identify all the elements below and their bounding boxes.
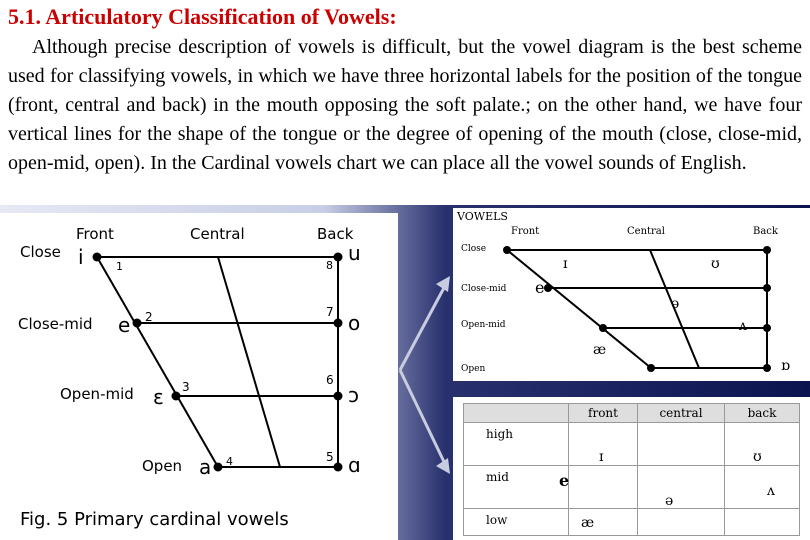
- rt-dot-7: [763, 284, 771, 292]
- vowel-open-o: ɔ: [348, 383, 359, 407]
- cell-low-front: [569, 509, 638, 536]
- row-high: [464, 423, 569, 466]
- rt-dot-4: [647, 364, 655, 372]
- arrows: [392, 270, 456, 480]
- cell-low-central: [638, 509, 725, 536]
- vowels-chart: [453, 208, 810, 381]
- rt-front-edge: [507, 250, 651, 368]
- rt-label-front: Front: [511, 226, 540, 237]
- table-symbol-U: ʊ: [753, 449, 762, 465]
- vowel-table-panel: [453, 397, 810, 540]
- rt-symbol-schwa: ə: [671, 296, 680, 312]
- label-central: Central: [190, 225, 245, 243]
- num-3: 3: [182, 380, 190, 394]
- row-mid-label: mid: [486, 470, 509, 484]
- row-low: [464, 509, 569, 536]
- col-back: back: [725, 404, 800, 423]
- dot-7: [334, 319, 343, 328]
- cardinal-trapezoid: [0, 213, 398, 540]
- table-symbol-wedge: ʌ: [767, 483, 775, 499]
- rt-symbol-I: ɪ: [563, 256, 568, 272]
- num-7: 7: [326, 305, 334, 319]
- dot-6: [334, 392, 343, 401]
- row-low-label: low: [486, 513, 508, 527]
- label-open-mid: Open-mid: [60, 385, 134, 403]
- rt-label-open: Open: [461, 364, 486, 374]
- arrow-up-line: [400, 284, 446, 370]
- rt-symbol-open-o: ɒ: [781, 358, 790, 374]
- col-front: front: [569, 404, 638, 423]
- vowel-e: e: [118, 313, 131, 337]
- vowel-table: [463, 403, 800, 536]
- figure-caption: Fig. 5 Primary cardinal vowels: [20, 509, 289, 530]
- label-back: Back: [317, 225, 354, 243]
- dot-5: [334, 463, 343, 472]
- dot-8: [334, 253, 343, 262]
- vowel-a: a: [199, 455, 212, 479]
- rt-symbol-wedge: ʌ: [739, 318, 747, 334]
- col-central: central: [638, 404, 725, 423]
- rt-label-close: Close: [461, 244, 487, 254]
- table-symbol-I: ɪ: [599, 449, 604, 465]
- row-mid: [464, 466, 569, 509]
- rt-dot-6: [763, 324, 771, 332]
- cell-high-central: [638, 423, 725, 466]
- dot-2: [133, 319, 142, 328]
- num-6: 6: [326, 373, 334, 387]
- table-symbol-e: e: [559, 471, 570, 490]
- table-symbol-ae: æ: [581, 515, 595, 531]
- arrow-down-line: [400, 370, 446, 466]
- rt-label-close-mid: Close-mid: [461, 284, 507, 294]
- cell-high-back: [725, 423, 800, 466]
- rt-dot-3: [599, 324, 607, 332]
- label-close: Close: [20, 243, 61, 261]
- rt-dot-1: [503, 246, 511, 254]
- num-1: 1: [116, 260, 123, 273]
- cardinal-vowel-chart: [0, 213, 398, 540]
- page-title: 5.1. Articulatory Classification of Vowels:: [8, 4, 397, 29]
- dot-3: [172, 392, 181, 401]
- body-paragraph: Although precise description of vowels is difficult, but the vowel diagram is the best scheme used for classifying vowels, in which we have three horizontal labels for the position of the tongue (front, central and back) in the mouth opposing the soft palate.; on the other hand, we have four vertical lines for the shape of the tongue or the degree of opening of the mouth (close, close-mid, open-mid, open). In the Cardinal vowels chart we can place all the vowel sounds of English.: [8, 36, 802, 174]
- num-2: 2: [145, 310, 153, 324]
- cell-mid-central: [638, 466, 725, 509]
- rt-label-open-mid: Open-mid: [461, 320, 506, 330]
- dot-1: [93, 253, 102, 262]
- vowel-open-e: ɛ: [153, 385, 164, 409]
- label-open: Open: [142, 457, 183, 475]
- rt-dot-8: [763, 246, 771, 254]
- num-5: 5: [326, 450, 334, 464]
- rt-symbol-U: ʊ: [711, 256, 720, 272]
- front-edge: [97, 257, 218, 467]
- num-8: 8: [326, 259, 333, 272]
- vowels-heading: VOWELS: [457, 210, 508, 223]
- vowel-o: o: [348, 311, 361, 335]
- vowel-script-a: ɑ: [348, 453, 361, 477]
- table-symbol-schwa: ə: [665, 493, 674, 509]
- rt-symbol-ae: æ: [593, 342, 607, 358]
- central-line: [218, 257, 280, 467]
- rt-label-back: Back: [753, 226, 778, 237]
- cell-low-back: [725, 509, 800, 536]
- cell-mid-back: [725, 466, 800, 509]
- rt-label-central: Central: [627, 226, 665, 237]
- rt-dot-5: [763, 364, 771, 372]
- label-close-mid: Close-mid: [18, 315, 93, 333]
- cell-mid-front: [569, 466, 638, 509]
- dot-4: [214, 463, 223, 472]
- rt-symbol-e: e: [535, 278, 545, 297]
- num-4: 4: [226, 455, 233, 468]
- label-front: Front: [76, 225, 114, 243]
- table-corner: [464, 404, 569, 423]
- row-high-label: high: [486, 427, 513, 441]
- vowel-u: u: [348, 241, 361, 265]
- vowel-i: i: [78, 245, 84, 269]
- rt-dot-2: [544, 284, 552, 292]
